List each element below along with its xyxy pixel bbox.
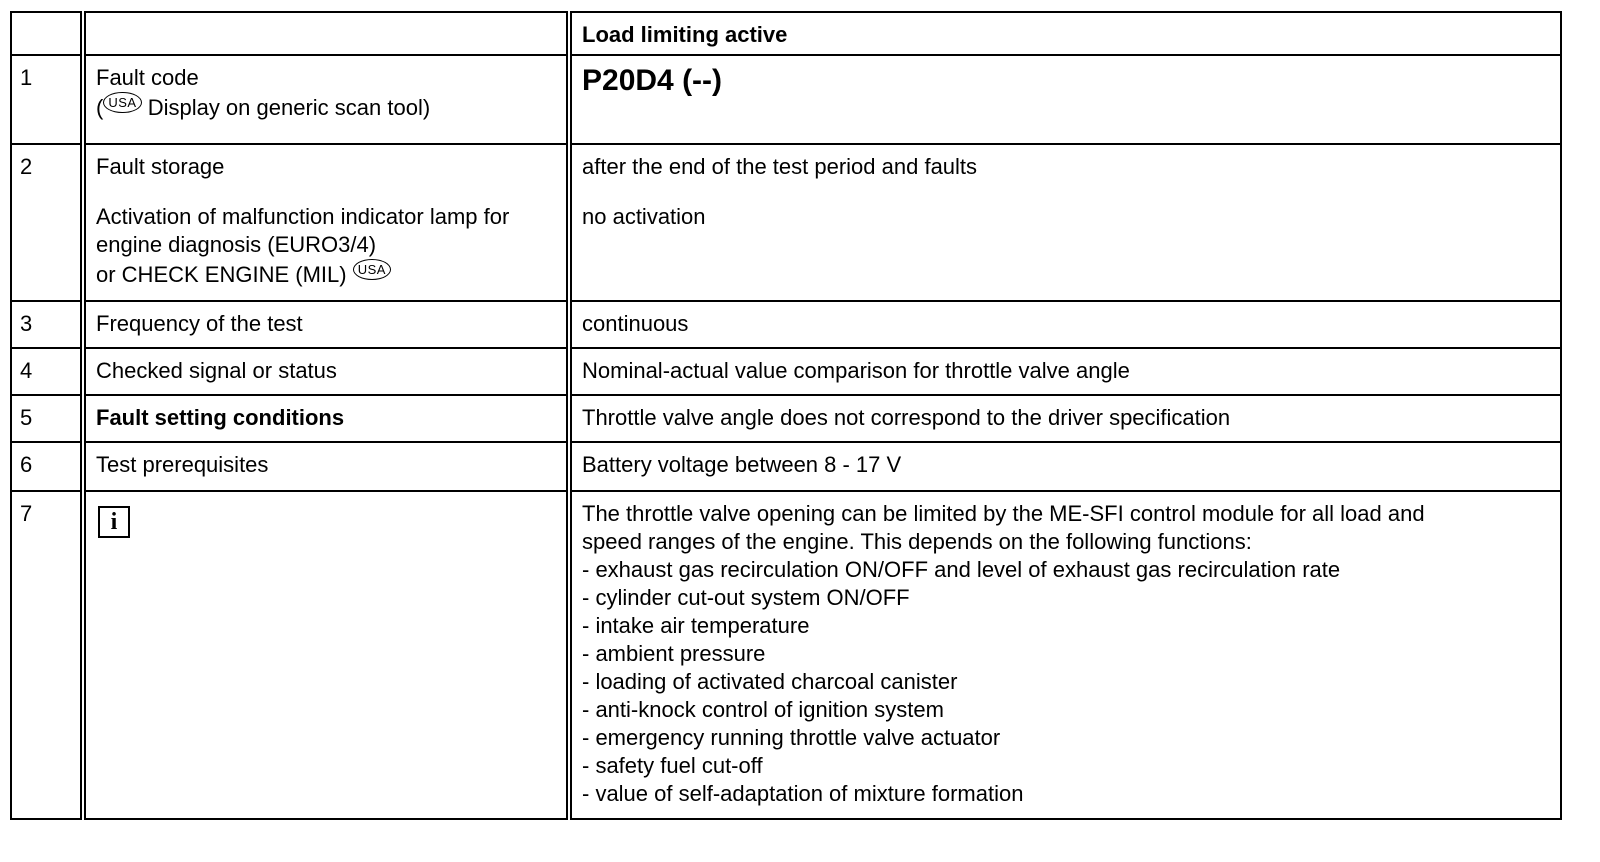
mil-label-line [96,259,566,289]
row-label: Fault code [96,65,199,90]
table-title: Load limiting active [569,12,1561,55]
row-value-cell [569,491,1561,819]
usa-icon: USA [353,259,391,280]
info-text-line: speed ranges of the engine. This depends on the following functions: [582,529,1252,554]
row-number: 1 [11,55,83,144]
row-label: Frequency of the test [83,301,569,348]
row-label-cell [83,55,569,144]
row-number: 7 [11,491,83,819]
row-label-note [96,92,566,122]
usa-note: Display on generic scan tool) [147,95,431,120]
header-blank-cell [11,12,83,55]
row-number: 2 [11,144,83,301]
list-item: - exhaust gas recirculation ON/OFF and level of exhaust gas recirculation rate [582,557,1341,582]
fault-code-value: P20D4 (--) [582,64,723,97]
usa-icon: USA [103,92,141,113]
mil-value: no activation [582,204,706,229]
mil-label-line: Activation of malfunction indicator lamp for [96,204,510,229]
info-text-line: The throttle valve opening can be limited by the ME-SFI control module for all load and [582,501,1425,526]
row-number: 3 [11,301,83,348]
list-item: - value of self-adaptation of mixture formation [582,781,1024,806]
mil-check-engine-text: or CHECK ENGINE (MIL) [96,262,347,287]
table-row [11,491,1561,819]
list-item: - emergency running throttle valve actuator [582,725,1001,750]
document-page [10,11,1562,820]
table-row [11,301,1561,348]
info-icon: i [98,506,130,538]
row-value-cell [569,55,1561,144]
row-value: Battery voltage between 8 - 17 V [569,442,1561,491]
row-label: Checked signal or status [83,348,569,395]
row-value-cell [569,144,1561,301]
function-list [582,556,1560,808]
row-value: after the end of the test period and faults [582,154,978,179]
row-value: continuous [569,301,1561,348]
mil-label-line: engine diagnosis (EURO3/4) [96,232,377,257]
row-label: Test prerequisites [83,442,569,491]
diagnosis-table [10,11,1562,820]
list-item: - intake air temperature [582,613,810,638]
row-label-cell [83,491,569,819]
table-row [11,55,1561,144]
table-row [11,442,1561,491]
row-number: 4 [11,348,83,395]
table-row [11,348,1561,395]
list-item: - anti-knock control of ignition system [582,697,944,722]
table-header-row [11,12,1561,55]
table-row [11,395,1561,442]
row-label-cell [83,144,569,301]
list-item: - cylinder cut-out system ON/OFF [582,585,910,610]
row-number: 6 [11,442,83,491]
table-row [11,144,1561,301]
paren-open: ( [96,95,104,120]
row-number: 5 [11,395,83,442]
row-value: Nominal-actual value comparison for throttle valve angle [569,348,1561,395]
list-item: - safety fuel cut-off [582,753,763,778]
list-item: - loading of activated charcoal canister [582,669,958,694]
header-blank-cell [83,12,569,55]
row-label: Fault storage [96,154,225,179]
row-value: Throttle valve angle does not correspond to the driver specification [569,395,1561,442]
list-item: - ambient pressure [582,641,766,666]
row-label: Fault setting conditions [83,395,569,442]
